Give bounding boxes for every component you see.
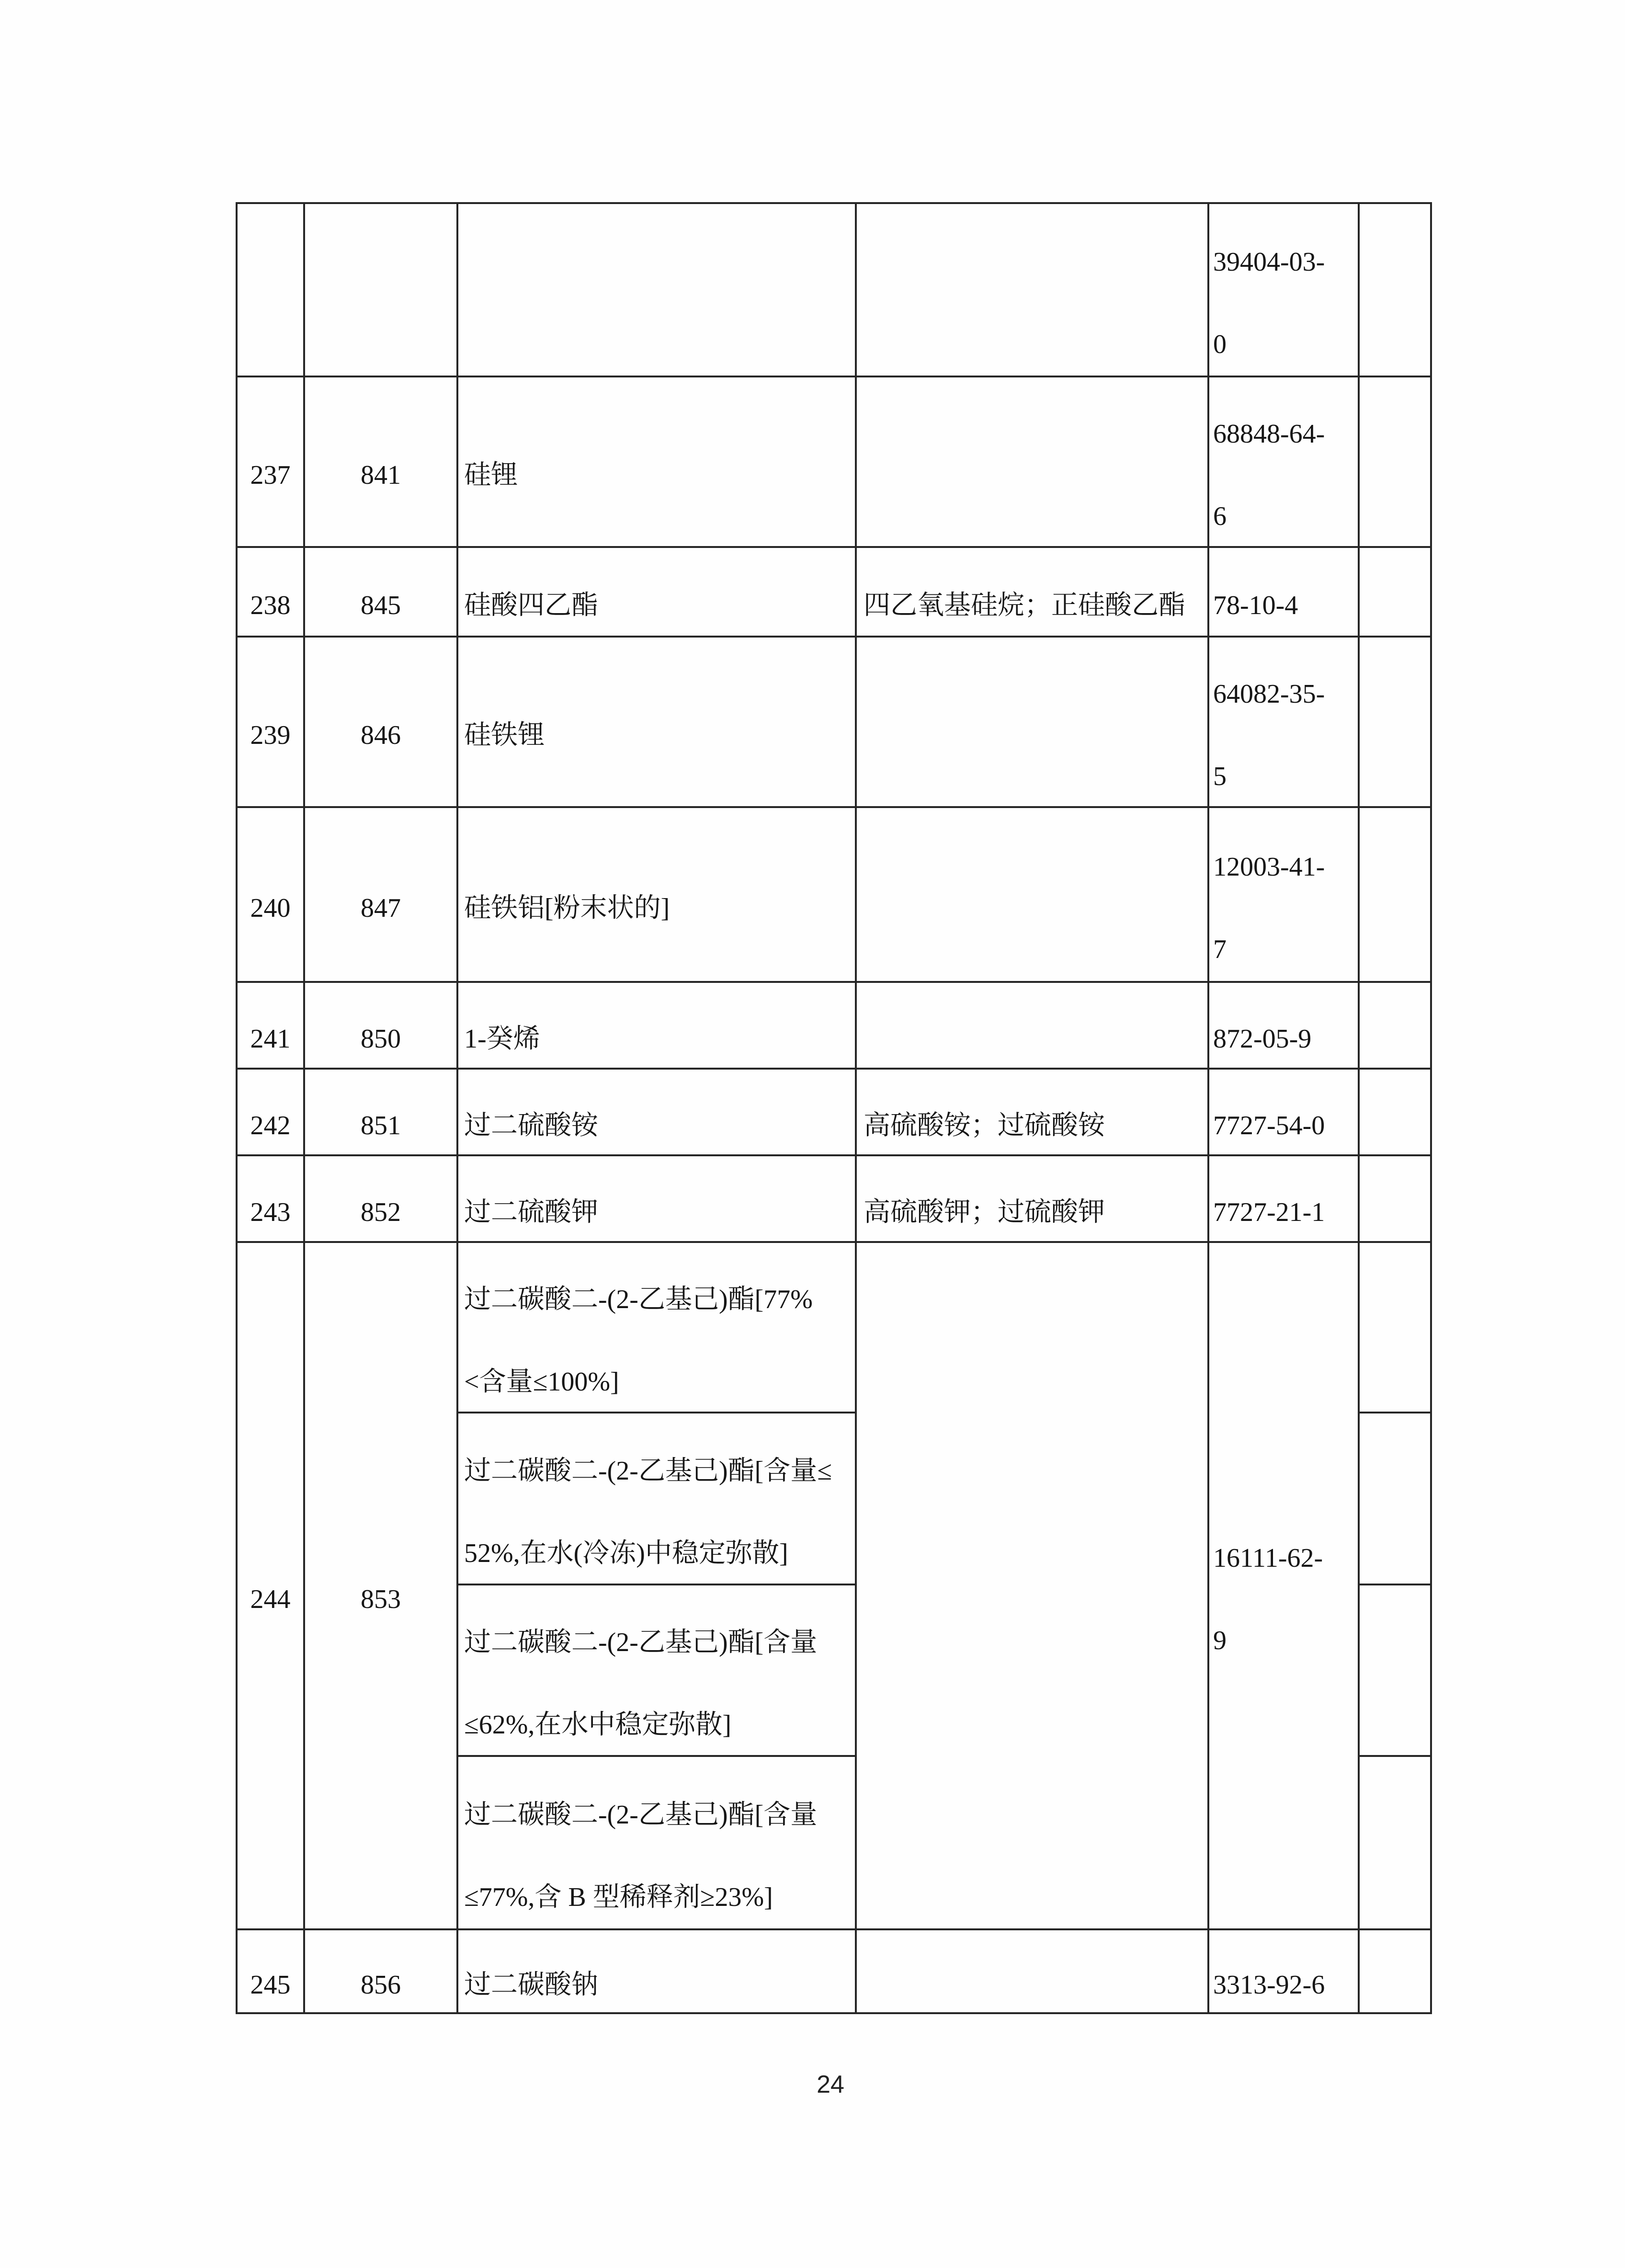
table-cell-extra — [1358, 202, 1432, 377]
table-cell-seq — [236, 806, 305, 983]
table-cell-cas — [1207, 1928, 1360, 2014]
cas-line: 64082-35- — [1213, 679, 1325, 709]
table-cell-code — [303, 806, 458, 983]
table-cell-extra — [1358, 546, 1432, 638]
table-cell-seq — [236, 1928, 305, 2014]
table-cell-extra — [1358, 1755, 1432, 1930]
code-text: 841 — [361, 460, 401, 490]
name-line: <含量≤100%] — [464, 1367, 619, 1397]
cas-text — [1213, 221, 1325, 386]
name-line: ≤77%,含 B 型稀释剂≥23%] — [464, 1882, 773, 1912]
cas-text — [1213, 826, 1325, 991]
table-cell-seq — [236, 546, 305, 638]
table-cell-cas — [1207, 636, 1360, 808]
name-line: ≤62%,在水中稳定弥散] — [464, 1710, 732, 1740]
table-cell-seq — [236, 1068, 305, 1156]
name-line: 过二碳酸二-(2-乙基己)酯[含量 — [464, 1800, 818, 1830]
table-cell-name-variant — [456, 1241, 857, 1413]
cas-line: 7 — [1213, 934, 1227, 964]
table-cell-name — [456, 806, 857, 983]
table-cell-extra — [1358, 1584, 1432, 1757]
table-cell-extra — [1358, 1928, 1432, 2014]
seq-text: 245 — [250, 1970, 291, 2000]
table-cell-name-variant — [456, 1755, 857, 1930]
table-cell-alias — [855, 1154, 1209, 1243]
code-text: 845 — [361, 590, 401, 620]
table-cell-name — [456, 981, 857, 1070]
name-line: 过二碳酸二-(2-乙基己)酯[含量≤ — [464, 1456, 832, 1486]
code-text: 853 — [361, 1584, 401, 1614]
table-cell-name — [456, 1928, 857, 2014]
table-cell-name — [456, 1068, 857, 1156]
table-cell-cas — [1207, 376, 1360, 548]
seq-text: 239 — [250, 720, 291, 750]
seq-text: 241 — [250, 1024, 291, 1054]
name-text: 硅铁铝[粉末状的] — [464, 893, 670, 923]
name-text: 1-癸烯 — [464, 1024, 540, 1054]
cas-text: 7727-54-0 — [1213, 1110, 1325, 1140]
table-cell-seq — [236, 1241, 305, 1930]
table-cell-cas — [1207, 806, 1360, 983]
table-cell-code — [303, 546, 458, 638]
table-cell-cas — [1207, 981, 1360, 1070]
code-text: 856 — [361, 1970, 401, 2000]
table-cell-alias — [855, 1241, 1209, 1930]
alias-text: 四乙氧基硅烷；正硅酸乙酯 — [864, 590, 1185, 620]
table-cell-extra — [1358, 981, 1432, 1070]
cas-line: 39404-03- — [1213, 247, 1325, 277]
cas-text — [1213, 653, 1325, 818]
name-text: 硅酸四乙酯 — [464, 590, 598, 620]
cas-line: 12003-41- — [1213, 852, 1325, 882]
cas-line: 5 — [1213, 762, 1227, 791]
table-cell-seq — [236, 202, 305, 377]
cas-line: 0 — [1213, 330, 1227, 359]
table-cell-seq — [236, 376, 305, 548]
name-text: 硅锂 — [464, 460, 518, 490]
seq-text: 237 — [250, 460, 291, 490]
cas-text — [1213, 1517, 1323, 1682]
code-text: 850 — [361, 1024, 401, 1054]
name-line: 过二碳酸二-(2-乙基己)酯[含量 — [464, 1628, 818, 1657]
table-cell-name-variant — [456, 1584, 857, 1757]
table-cell-alias — [855, 202, 1209, 377]
table-cell-cas — [1207, 1068, 1360, 1156]
name-text — [464, 1601, 817, 1766]
name-line: 52%,在水(冷冻)中稳定弥散] — [464, 1538, 788, 1568]
seq-text: 243 — [250, 1197, 291, 1227]
alias-text: 高硫酸铵；过硫酸铵 — [864, 1110, 1105, 1140]
code-text: 846 — [361, 720, 401, 750]
table-cell-alias — [855, 636, 1209, 808]
seq-text: 240 — [250, 893, 291, 923]
table-cell-extra — [1358, 806, 1432, 983]
name-line: 过二碳酸二-(2-乙基己)酯[77% — [464, 1285, 813, 1314]
table-cell-cas — [1207, 1154, 1360, 1243]
cas-text: 78-10-4 — [1213, 590, 1298, 620]
table-cell-extra — [1358, 1241, 1432, 1413]
table-cell-code — [303, 636, 458, 808]
table-cell-name — [456, 376, 857, 548]
cas-text: 3313-92-6 — [1213, 1970, 1325, 2000]
table-cell-code — [303, 376, 458, 548]
table-cell-extra — [1358, 376, 1432, 548]
table-cell-cas — [1207, 1241, 1360, 1930]
table-cell-code — [303, 202, 458, 377]
table-cell-cas — [1207, 546, 1360, 638]
page-number: 24 — [817, 2071, 844, 2098]
table-cell-alias — [855, 376, 1209, 548]
table-cell-extra — [1358, 1068, 1432, 1156]
table-cell-name — [456, 1154, 857, 1243]
table-cell-name — [456, 636, 857, 808]
table-cell-alias — [855, 806, 1209, 983]
code-text: 851 — [361, 1110, 401, 1140]
table-cell-code — [303, 1928, 458, 2014]
cas-line: 9 — [1213, 1625, 1227, 1655]
table-cell-code — [303, 1241, 458, 1930]
cas-line: 68848-64- — [1213, 419, 1325, 449]
table-cell-name — [456, 546, 857, 638]
cas-text: 7727-21-1 — [1213, 1197, 1325, 1227]
name-text — [464, 1430, 832, 1595]
cas-line: 16111-62- — [1213, 1543, 1323, 1573]
table-cell-code — [303, 1154, 458, 1243]
table-cell-alias — [855, 546, 1209, 638]
table-cell-name-variant — [456, 1412, 857, 1585]
table-cell-seq — [236, 1154, 305, 1243]
cas-line: 6 — [1213, 501, 1227, 531]
seq-text: 244 — [250, 1584, 291, 1614]
table-cell-extra — [1358, 636, 1432, 808]
table-cell-alias — [855, 981, 1209, 1070]
table-cell-code — [303, 1068, 458, 1156]
name-text: 过二硫酸钾 — [464, 1197, 598, 1227]
name-text: 过二硫酸铵 — [464, 1110, 598, 1140]
alias-text: 高硫酸钾；过硫酸钾 — [864, 1197, 1105, 1227]
cas-text: 872-05-9 — [1213, 1024, 1312, 1054]
code-text: 852 — [361, 1197, 401, 1227]
name-text: 过二碳酸钠 — [464, 1970, 598, 2000]
table-cell-seq — [236, 636, 305, 808]
cas-text — [1213, 393, 1325, 558]
seq-text: 238 — [250, 590, 291, 620]
table-cell-name — [456, 202, 857, 377]
table-cell-alias — [855, 1068, 1209, 1156]
name-text — [464, 1258, 813, 1423]
name-text: 硅铁锂 — [464, 720, 545, 750]
code-text: 847 — [361, 893, 401, 923]
seq-text: 242 — [250, 1110, 291, 1140]
table-cell-cas — [1207, 202, 1360, 377]
table-cell-extra — [1358, 1154, 1432, 1243]
table-cell-extra — [1358, 1412, 1432, 1585]
table-cell-code — [303, 981, 458, 1070]
table-cell-alias — [855, 1928, 1209, 2014]
table-cell-seq — [236, 981, 305, 1070]
name-text — [464, 1774, 817, 1938]
